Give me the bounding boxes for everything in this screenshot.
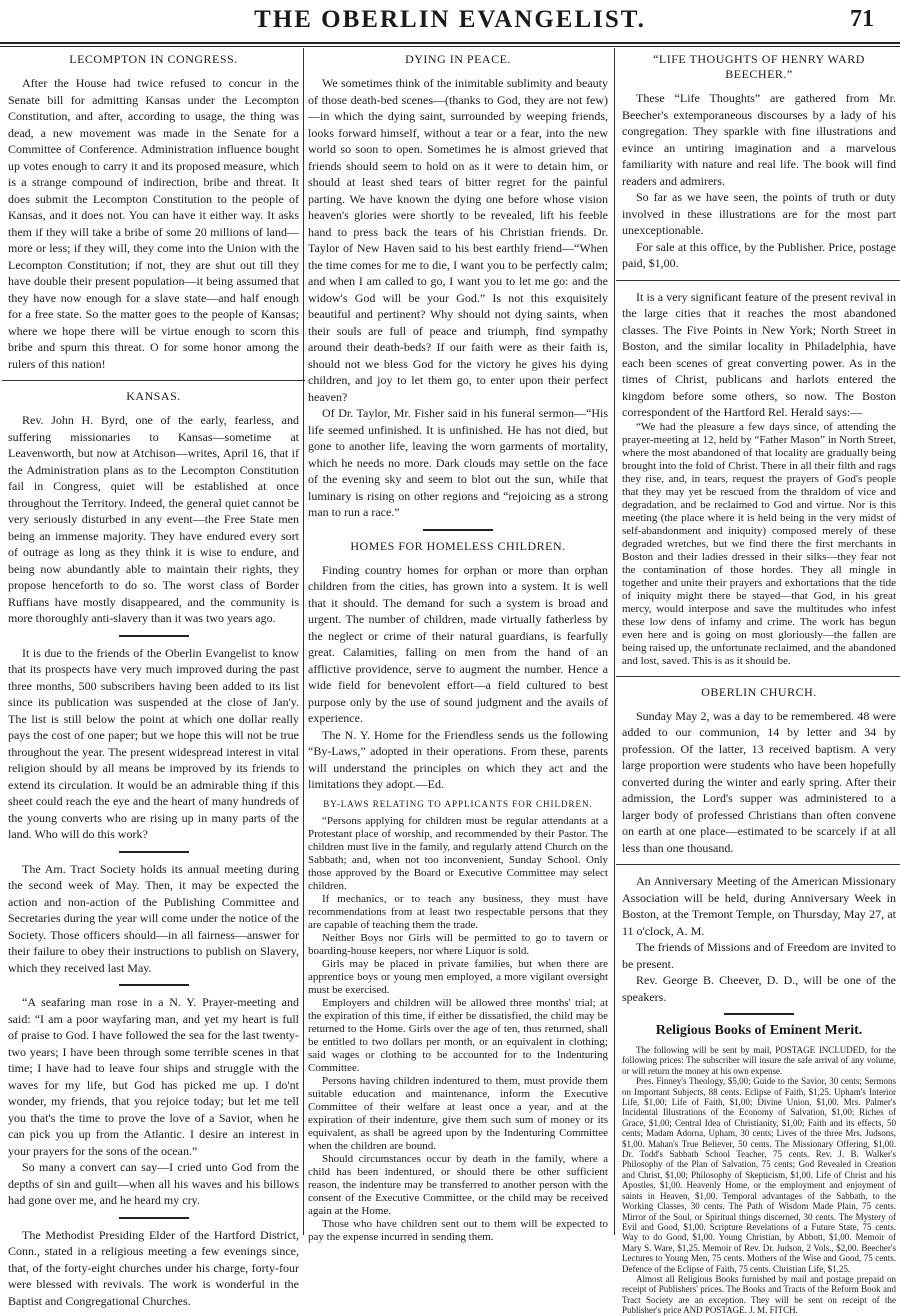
column-2 [308,48,608,1244]
column-1 [8,48,299,1309]
paragraph: After the House had twice refused to concur in the Senate bill for admitting Kansas under the Lecompton Constitution, and after, according to usage, the thing was dead, a new movement was made in the Senate for a Committee of Conference. Administration influence bought up votes enough to carry it and its proposed measure, which is a strange compound of indirection, bribe and threat. It does submit the Lecompton Constitution to the people of Kansas, and it does not. You can have it either way. It asks them if they will take a bribe of some 20 millions of land—more or less; if they will, they come into the Union with the Lecompton Constitution; if not, they are shut out till they have double their present population—it being assumed that they have now enough for a slave state—and half enough for a free state. So the matter goes to the people of Kansas; where we hope there will be virtue enough to scorn this bribe and spurn this threat. O for some honor among the rulers of this nation! [8,76,299,371]
divider [616,676,900,677]
article-heading: “LIFE THOUGHTS OF HENRY WARD BEECHER.” [653,52,865,81]
article-methodist [8,1227,299,1310]
paragraph: The following will be sent by mail, POSTAGE INCLUDED, for the following prices: The subscriber will insure the safe arrival of any volume, or will return the money at his own expense. [622,1045,896,1076]
article-heading: HOMES FOR HOMELESS CHILDREN. [350,538,566,553]
paragraph: Pres. Finney's Theology, $5,00; Guide to the Savior, 30 cents; Sermons on Important Subjects, 88 cents. Eclipse of Faith, $1,25. Upham's Interior Life, $1,00; Life of Faith, $1,00; Divine Union, $1,00. Mrs. Palmer's Incidental Illustrations of the Economy of Salvation, $1,00; Riches of Grace, $1,00; Central Idea of Christianity, $1,00; Faith and its effects, 50 cents; Madam Adorna, Upham, 30 cents; Lives of the three Mrs. Judsons, $1,00. Mahan's True Believer, 50 cents. The Missionary Offering, $1,00. Dr. Todd's Sabbath School Teacher, 75 cents. Rev. J. B. Walker's Philosophy of the Plan of Salvation, 75 cents; God Revealed in Creation and Christ, $1,00; Philosophy of Skepticism, $1,00. Life of Christ and his Apostles, $1,00. Heavenly Home, or the employment and enjoyment of saints in Heaven, $1,00. Temporal advantages of the Sabbath, to the Working Classes, 30 cents. The Path of Wisdom Made Plain, 75 cents. Mirror of the Soul, or Spiritual things discerned, 30 cents. The Mystery of Evil and Good, $1,00. Scripture Revelations of a Future State, 75 cents. Way to do Good, $1,00. Young Christian, by Abbott, $1,00. Memoir of Mary S. Ware, $1,25. Memoir of Rev. Dr. Judson, 2 Vols., $2,00. Beecher's Lectures to Young Men, 75 cents. Mothers of the Wise and Good, 75 cents. Defence of the Eclipse of Faith, 75 cents. Christian Life, $1,25. [622,1076,896,1274]
paragraph: The Methodist Presiding Elder of the Hartford District, Conn., stated in a religious meeting a few evenings since, that, of the forty-eight churches under his charge, forty-four were blessed with revivals. The work is wonderful in the Baptist and Congregational Churches. [8,1227,299,1308]
article-beecher [622,52,896,272]
paragraph: It is due to the friends of the Oberlin Evangelist to know that its prospects have very much improved during the past three months, 500 subscribers having been added to its list since its publication was suspended at the close of Jan'y. The list is still below the point at which one dollar really pays the cost of one paper; but we hope this will not be true throughout the year. The present widespread interest in vital religion should by all means be improved by its friends to extend its circulation. It would be an admirable thing if this sheet could reach the eye and the heart of many hundreds of the young converts who are rising up in many parts of the land. Who will do this work? [8,645,299,841]
newspaper-title: THE OBERLIN EVANGELIST. [254,6,646,33]
paragraph: Of Dr. Taylor, Mr. Fisher said in his funeral sermon—“His life seemed unfinished. It is unfinished. He has not died, but gone to another life, leaving the worn garments of mortality, which he needs no more. Dark clouds may settle on the face of the evening sky and seem to blot out the sun, while that luminary is rising on other regions and “rejoicing as a strong man to run a race.” [308,406,608,519]
column-divider [303,48,304,1235]
article-heading: Religious Books of Eminent Merit. [655,1023,863,1038]
article-revival [622,289,896,421]
divider [423,529,493,531]
paragraph: Rev. John H. Byrd, one of the early, fearless, and suffering missionaries to Kansas—sometime at Leavenworth, but now at Atchison—writes, April 16, that if the Administration plans as to the Lecompton Constitution fail in Congress, quiet will be established at once throughout the Territory. Indeed, the general quiet cannot be very seriously disturbed in any event—the Free State men being an immense majority. They have endured every sort of outrage as long as they think it is wise to endure, and being now abundantly able to maintain their rights, they propose henceforth to do so. The worst class of Border Ruffians have mostly disappeared, and the community is more thoroughly anti-slavery than it was two years ago. [8,413,299,625]
article-anniversary [622,873,896,1005]
paragraph: The friends of Missions and of Freedom are invited to be present. [622,940,896,971]
paragraph: It is a very significant feature of the present revival in the large cities that it reaches the most abandoned classes. The Five Points in New York; North Street in Boston, and the similar locality in Philadelphia, have each been scenes of great converting power. As in the times of Christ, publicans and harlots entered the kingdom before some others, so now. The Boston correspondent of the Hartford Rel. Herald says:— [622,289,896,419]
paragraph: Should circumstances occur by death in the family, where a child has been indentured, or should there be other sufficient reason, the indenture may be transferred to another person with the consent of the Executive Committee, or the child may be received again at the Home. [308,1152,608,1217]
paragraph: For sale at this office, by the Publisher. Price, postage paid, $1,00. [622,239,896,270]
article-dying-in-peace [308,52,608,521]
masthead [0,0,900,44]
paragraph: “Persons applying for children must be regular attendants at a Protestant place of worship, and recommended by their Pastor. The children must live in the family, and regularly attend Church on the Sabbath; and, when not too inconvenient, Sunday School. Only those approved by the Board or Executive Committee may select children. [308,814,608,892]
divider [616,864,900,865]
page-number: 71 [850,6,874,32]
divider [616,280,900,281]
paragraph: If mechanics, or to teach any business, they must have recommendations from at least two respectable persons that they are capable of teaching them the trade. [308,892,608,931]
paragraph: Neither Boys nor Girls will be permitted to go to tavern or boarding-house keepers, nor where Liquor is sold. [308,931,608,957]
divider [119,1217,189,1219]
paragraph: Girls may be placed in private families, but when there are apprentice boys or young men employed, a more vigilant oversight must be exercised. [308,957,608,996]
paragraph: “A seafaring man rose in a N. Y. Prayer-meeting and said: “I am a poor wayfaring man, and yet my heart is full of praise to God. I have followed the sea for the last twenty-two years; I have been through some terrible scenes in that time; I have had to leave four ships and struggle with the waves for my life, but God has picked me up. I do'nt wonder, my friends, that you rejoice today; but let me tell you that's the time to prove the love of a Savior, when he can pick you up from the Atlantic. I desire an interest in your prayers for the sons of the ocean.” [8,995,299,1158]
divider [119,984,189,986]
article-bylaws [308,799,608,1244]
revival-quote [622,421,896,668]
paragraph: Almost all Religious Books furnished by mail and postage prepaid on receipt of Publishers' prices. The Books and Tracts of the Reform Book and Tract Society are an exception. They will be sent on receipt of the Publisher's price AND POSTAGE. J. M. FITCH. [622,1273,896,1316]
paragraph: These “Life Thoughts” are gathered from Mr. Beecher's extemporaneous discourses by a lady of his congregation. They sparkle with fine illustrations and evince an untiring imagination and a marvelous familiarity with nature and real life. The book will find readers and admirers. [622,91,896,188]
article-seafaring [8,994,299,1209]
paragraph: Finding country homes for orphan or more than orphan children from the cities, has grown into a system. It is well that it should. The demand for such a system is broad and urgent. The number of children, made virtually fatherless by the neglect or crime of their natural guardians, is fearfully great. Calamities, falling on men from the hand of an afflictive providence, serve to augment the number. Hence a wide field for benevolent effort—a field cultured to best purpose only by the use of sound judgment and the avails of experience. [308,562,608,725]
article-heading: BY-LAWS RELATING TO APPLICANTS FOR CHILDREN. [323,798,593,809]
divider [2,380,305,381]
article-books [622,1023,896,1316]
article-lecompton [8,52,299,372]
article-oberlin-church [622,685,896,857]
article-heading: DYING IN PEACE. [405,52,511,66]
paragraph: We sometimes think of the inimitable sublimity and beauty of those death-bed scenes—(thanks to God, they are not few)—in which the dying saint, surrounded by weeping friends, looks forward himself, without a tear or a fear, into the new world so soon to open. Sometimes he is almost grieved that friends should seem to hold on as it were to detain him, or should at least shed tears of bitter regret for the painful parting. We have known the dying one before whose vision heaven's glories were shortly to be revealed, lift his feeble hand to press back the tears of his Christian friends. Dr. Taylor of New Haven said to his best earthly friend—“When the time comes for me to die, I want you to be perfectly calm; and when I am called to go, I want you to let me go: and the widow's God will be your God.” Is not this exquisitely beautiful and pertinent? Why should not dying saints, when their souls are full of peace and triumph, find sympathy around their death-beds? If our faith were as their faith is, should not we bless God for the victory he gives his dying children, and joy to let them go, to enter upon their perfect heaven? [308,76,608,404]
paragraph: Sunday May 2, was a day to be remembered. 48 were added to our communion, 14 by letter and 34 by profession. Of the latter, 13 received baptism. A very large proportion were students who have been hopefully converted during the winter and early spring. After their admission, the Lord's supper was administered to a larger body of professed Christians than often convene on earth at one place—estimated to be scarcely if at all less than one thousand. [622,708,896,855]
paragraph: The Am. Tract Society holds its annual meeting during the second week of May. Then, it may be expected the action and non-action of the Publishing Committee and Secretaries during the year will come under the notice of the Society. Those officers should—in all fairness—answer for their failure to obey their instructions to publish on Slavery, which they received last May. [8,861,299,975]
column-divider [614,48,615,1235]
quote-paragraph: “We had the pleasure a few days since, of attending the prayer-meeting at 12, held by “Father Mason” in North Street, where the most abandoned of that locality are gradually being brought into the fold of Christ. There in all their filth and rags they rise, and, in tears, request the prayers of God's people that they may yet be rescued from the thraldom of vice and degradation, and be reclaimed to God and virtue. Nor is this meeting (the place where it is held being in the very midst of self-abandonment and iniquity) composed merely of these degraded wretches, but we find there the first merchants in Boston and their ladies dressed in their silks—they fear not the contamination of those hordes. They all mingle in together and unite their prayers and exhortations that the tide of iniquity might there be stayed—that God, in his great mercy, would interpose and save the multitudes who infest these low dens of infamy and crime. The work has begun even here and is going on most gloriously—the fallen are being raised up, the unfortunate reclaimed, and the abandoned and lost, saved. This is as it should be. [622,420,896,667]
column-3 [622,48,896,1316]
paragraph: Rev. George B. Cheever, D. D., will be one of the speakers. [622,973,896,1004]
article-heading: OBERLIN CHURCH. [701,684,817,699]
paragraph: So far as we have seen, the points of truth or duty involved in these illustrations are for the most part unexceptionable. [622,190,896,237]
article-homes [308,539,608,793]
paragraph: Those who have children sent out to them will be expected to pay the expense incurred in sending them. [308,1217,608,1243]
paragraph: Employers and children will be allowed three months' trial; at the expiration of this time, if either be dissatisfied, the child may be returned to the Home. Girls over the age of ten, thus returned, shall be entitled to two dollars per month, or an equivalent in clothing; said wages or clothing to be accounted for to the Indenturing Committee. [308,996,608,1074]
divider [724,1013,794,1015]
paragraph: Persons having children indentured to them, must provide them suitable education and maintenance, inform the Executive Committee of their welfare at least once a year, and at the expiration of their indenture, give them such sum of money or its equivalent, as shall be agreed upon by the Indenturing Committee when the children are bound. [308,1074,608,1152]
paragraph: The N. Y. Home for the Friendless sends us the following “By-Laws,” adopted in their operations. From these, parents will understand the principles on which they act and the limitations they adopt.—Ed. [308,727,608,791]
divider [119,635,189,637]
article-friends [8,645,299,977]
divider [119,851,189,853]
article-heading: LECOMPTON IN CONGRESS. [69,52,238,66]
paragraph: An Anniversary Meeting of the American Missionary Association will be held, during Anniversary Week in Boston, at the Tremont Temple, on Thursday, May 27, at 11 o'clock, A. M. [622,874,896,938]
paragraph: So many a convert can say—I cried unto God from the depths of sin and guilt—when all his waves and his billows had gone over me, and he heard my cry. [8,1160,299,1207]
article-kansas [8,389,299,627]
masthead-rule [0,46,900,47]
article-heading: KANSAS. [126,389,181,403]
